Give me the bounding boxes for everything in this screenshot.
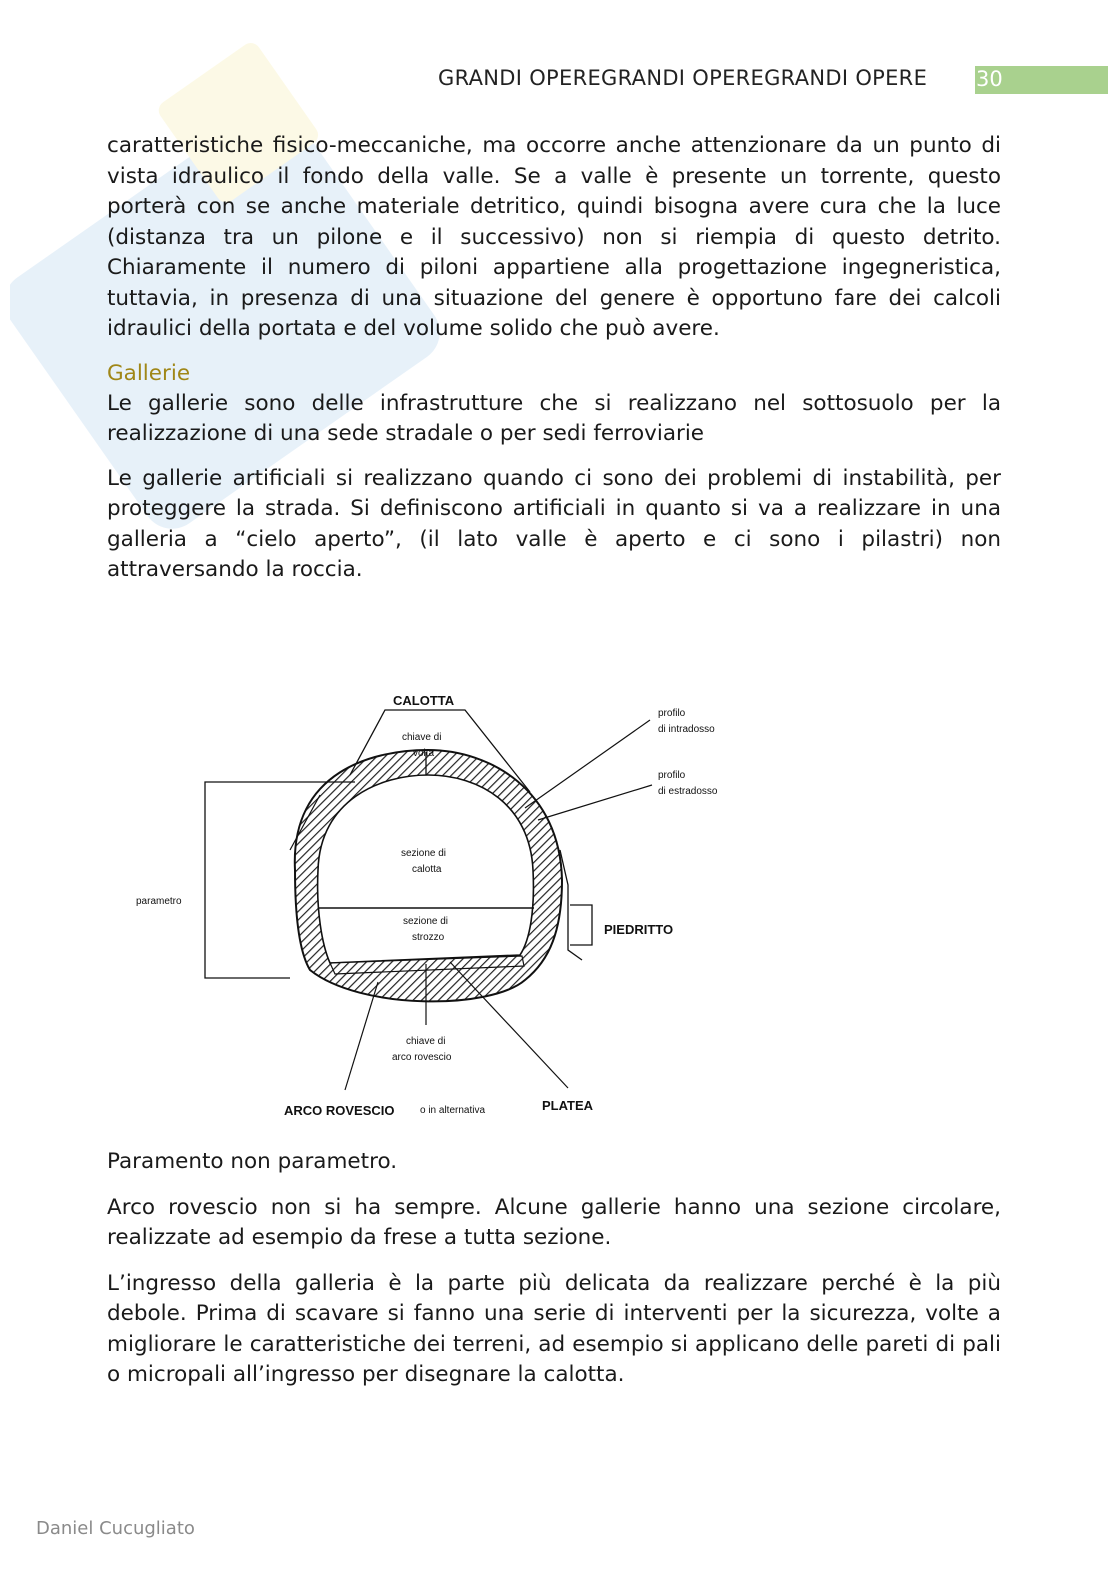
paragraph: Le gallerie artificiali si realizzano quando ci sono dei problemi di instabilità, per proteggere la strada. Si definiscono artificiali in quanto si va a realizzare in una galleria a “cielo aperto”, (il lato valle è aperto e ci sono i pilastri) non attraversando la roccia. <box>107 465 1001 582</box>
label-chiave-volta-2: volta <box>413 748 435 759</box>
main-content <box>107 131 1001 600</box>
paragraph: Le gallerie sono delle infrastrutture che si realizzano nel sottosuolo per la realizzazione di una sede stradale o per sedi ferroviarie <box>107 390 1001 446</box>
paragraph: Paramento non parametro. <box>107 1149 398 1174</box>
section-heading: Gallerie <box>107 360 191 386</box>
arco-rovescio-leader <box>345 982 378 1090</box>
label-profilo-estradosso-1: profilo <box>658 770 686 781</box>
bottom-content <box>107 1147 1001 1406</box>
intradosso-leader <box>525 720 650 808</box>
label-piedritto: PIEDRITTO <box>604 922 674 937</box>
label-sezione-strozzo-2: strozzo <box>412 932 445 943</box>
label-sezione-calotta-1: sezione di <box>401 848 447 859</box>
page-number: 30 <box>976 67 1003 91</box>
label-chiave-arco-2: arco rovescio <box>392 1052 452 1063</box>
paragraph: Arco rovescio non si ha sempre. Alcune gallerie hanno una sezione circolare, realizzate ad esempio da frese a tutta sezione. <box>107 1194 1001 1250</box>
label-sezione-calotta-2: calotta <box>412 864 442 875</box>
label-alternativa: o in alternativa <box>420 1105 486 1116</box>
paragraph: caratteristiche fisico-meccaniche, ma occorre anche attenzionare da un punto di vista idraulico il fondo della valle. Se a valle è presente un torrente, questo porterà con se anche materiale detritico, quindi bisogna avere cura che la luce (distanza tra un pilone e il successivo) non si riempia di questo detrito. Chiaramente il numero di piloni appartiene alla progettazione ingegneristica, tuttavia, in presenza di una situazione del genere è opportuno fare dei calcoli idraulici della portata e del volume solido che può avere. <box>107 133 1001 341</box>
label-profilo-estradosso-2: di estradosso <box>658 786 718 797</box>
label-arco-rovescio: ARCO ROVESCIO <box>284 1103 395 1118</box>
label-calotta: CALOTTA <box>393 693 455 708</box>
header-title: GRANDI OPEREGRANDI OPEREGRANDI OPERE <box>438 66 928 90</box>
estradosso-leader <box>538 785 652 820</box>
label-chiave-arco-1: chiave di <box>406 1036 446 1047</box>
label-parametro: parametro <box>136 896 182 907</box>
label-sezione-strozzo-1: sezione di <box>403 916 449 927</box>
paragraph: L’ingresso della galleria è la parte più delicata da realizzare perché è la più debole. Prima di scavare si fanno una serie di interventi per la sicurezza, volte a migliorare le caratteristiche dei terreni, ad esempio si applicano delle pareti di pali o micropali all’ingresso per disegnare la calotta. <box>107 1270 1001 1387</box>
label-chiave-volta-1: chiave di <box>402 732 442 743</box>
tunnel-section-diagram <box>130 680 770 1130</box>
piedritto-brace <box>570 905 592 945</box>
footer-author: Daniel Cucugliato <box>36 1518 195 1539</box>
label-platea: PLATEA <box>542 1098 594 1113</box>
label-profilo-intradosso-1: profilo <box>658 708 686 719</box>
label-profilo-intradosso-2: di intradosso <box>658 724 715 735</box>
